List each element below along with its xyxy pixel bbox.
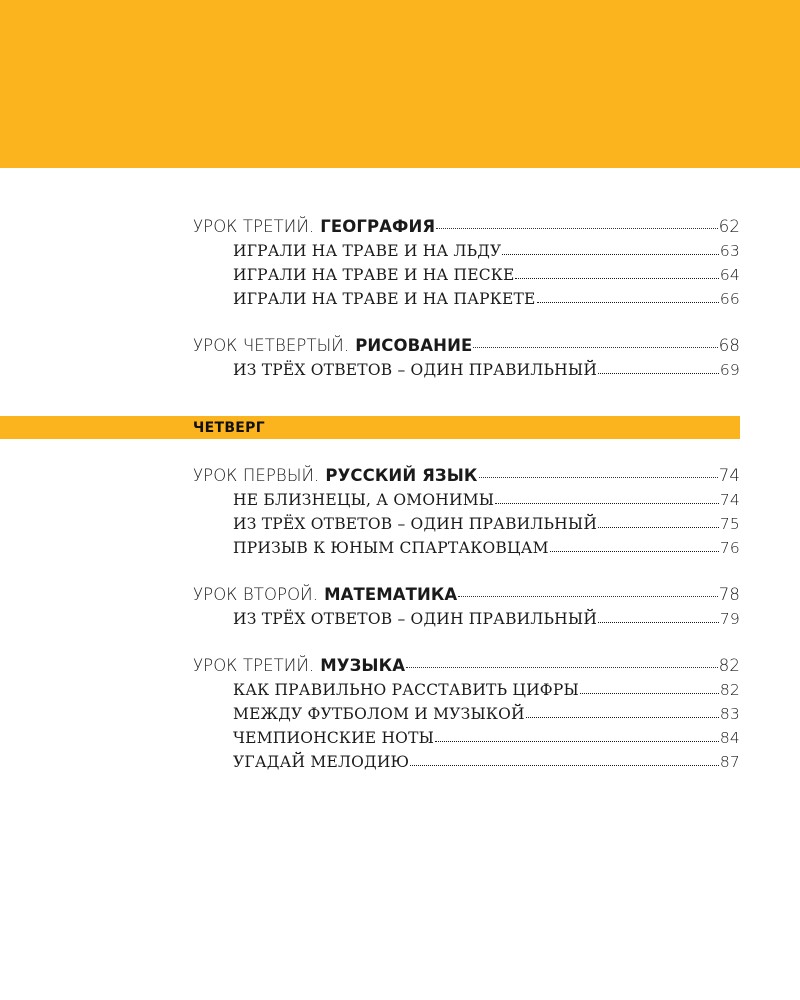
page-number: 62	[718, 217, 740, 236]
toc-subentry[interactable]	[193, 702, 740, 726]
table-of-contents-section-1	[193, 214, 740, 382]
page-number: 69	[719, 361, 740, 379]
dot-leader	[473, 335, 717, 352]
header-color-band	[0, 0, 800, 168]
subentry-title: ИЗ ТРЁХ ОТВЕТОВ – ОДИН ПРАВИЛЬНЫЙ	[233, 610, 598, 628]
lesson-math	[193, 582, 740, 631]
lesson-prefix: УРОК ЧЕТВЕРТЫЙ.	[193, 336, 350, 355]
page-number: 82	[718, 656, 740, 675]
subentry-title: ИГРАЛИ НА ТРАВЕ И НА ПАРКЕТЕ	[233, 290, 536, 308]
toc-subentry[interactable]	[193, 488, 740, 512]
lesson-prefix: УРОК ПЕРВЫЙ.	[193, 466, 320, 485]
toc-subentry[interactable]	[193, 536, 740, 560]
lesson-subject: МАТЕМАТИКА	[324, 585, 458, 604]
subentry-title: ИЗ ТРЁХ ОТВЕТОВ – ОДИН ПРАВИЛЬНЫЙ	[233, 361, 598, 379]
toc-subentry[interactable]	[193, 263, 740, 287]
day-heading: ЧЕТВЕРГ	[193, 420, 265, 436]
dot-leader	[515, 265, 718, 281]
subentry-title: НЕ БЛИЗНЕЦЫ, А ОМОНИМЫ	[233, 491, 495, 509]
toc-subentry[interactable]	[193, 607, 740, 631]
toc-subentry[interactable]	[193, 287, 740, 311]
dot-leader	[598, 360, 719, 376]
lesson-subject: РИСОВАНИЕ	[355, 336, 473, 355]
table-of-contents-section-2	[193, 463, 740, 796]
toc-subentry[interactable]	[193, 512, 740, 536]
lesson-russian	[193, 463, 740, 560]
lesson-drawing	[193, 333, 740, 382]
day-heading-bar	[0, 416, 740, 439]
dot-leader	[406, 655, 718, 672]
lesson-subject: МУЗЫКА	[320, 656, 406, 675]
toc-subentry[interactable]	[193, 358, 740, 382]
subentry-title: ЧЕМПИОНСКИЕ НОТЫ	[233, 729, 435, 747]
dot-leader	[537, 289, 719, 305]
page-number: 87	[719, 753, 740, 771]
dot-leader	[502, 241, 718, 257]
subentry-title: МЕЖДУ ФУТБОЛОМ И МУЗЫКОЙ	[233, 705, 525, 723]
page-number: 75	[719, 515, 740, 533]
lesson-music	[193, 653, 740, 774]
lesson-subject: РУССКИЙ ЯЗЫК	[325, 466, 478, 485]
toc-subentry[interactable]	[193, 750, 740, 774]
toc-subentry[interactable]	[193, 726, 740, 750]
page-number: 79	[719, 610, 740, 628]
toc-lesson-entry[interactable]	[193, 463, 740, 488]
dot-leader	[495, 490, 719, 506]
page-number: 68	[718, 336, 740, 355]
toc-subentry[interactable]	[193, 239, 740, 263]
page-number: 76	[719, 539, 740, 557]
subentry-title: ПРИЗЫВ К ЮНЫМ СПАРТАКОВЦАМ	[233, 539, 549, 557]
subentry-title: ИЗ ТРЁХ ОТВЕТОВ – ОДИН ПРАВИЛЬНЫЙ	[233, 515, 598, 533]
dot-leader	[479, 465, 718, 482]
page-number: 63	[719, 242, 740, 260]
dot-leader	[410, 752, 719, 768]
toc-subentry[interactable]	[193, 678, 740, 702]
page-number: 82	[719, 681, 740, 699]
page-number: 78	[718, 585, 740, 604]
page-number: 66	[719, 290, 740, 308]
dot-leader	[435, 728, 719, 744]
page-number: 64	[719, 266, 740, 284]
page-number: 83	[719, 705, 740, 723]
lesson-prefix: УРОК ТРЕТИЙ.	[193, 656, 315, 675]
toc-lesson-entry[interactable]	[193, 582, 740, 607]
dot-leader	[598, 609, 719, 625]
dot-leader	[458, 584, 717, 601]
dot-leader	[526, 704, 719, 720]
dot-leader	[598, 514, 719, 530]
page-number: 74	[719, 491, 740, 509]
lesson-subject: ГЕОГРАФИЯ	[320, 217, 436, 236]
toc-lesson-entry[interactable]	[193, 653, 740, 678]
subentry-title: УГАДАЙ МЕЛОДИЮ	[233, 753, 410, 771]
page-number: 74	[718, 466, 740, 485]
subentry-title: ИГРАЛИ НА ТРАВЕ И НА ПЕСКЕ	[233, 266, 515, 284]
dot-leader	[550, 538, 719, 554]
dot-leader	[580, 680, 719, 696]
toc-lesson-entry[interactable]	[193, 214, 740, 239]
subentry-title: КАК ПРАВИЛЬНО РАССТАВИТЬ ЦИФРЫ	[233, 681, 579, 699]
subentry-title: ИГРАЛИ НА ТРАВЕ И НА ЛЬДУ	[233, 242, 502, 260]
lesson-geography	[193, 214, 740, 311]
dot-leader	[436, 216, 718, 233]
lesson-prefix: УРОК ТРЕТИЙ.	[193, 217, 315, 236]
lesson-prefix: УРОК ВТОРОЙ.	[193, 585, 319, 604]
toc-lesson-entry[interactable]	[193, 333, 740, 358]
page-number: 84	[719, 729, 740, 747]
